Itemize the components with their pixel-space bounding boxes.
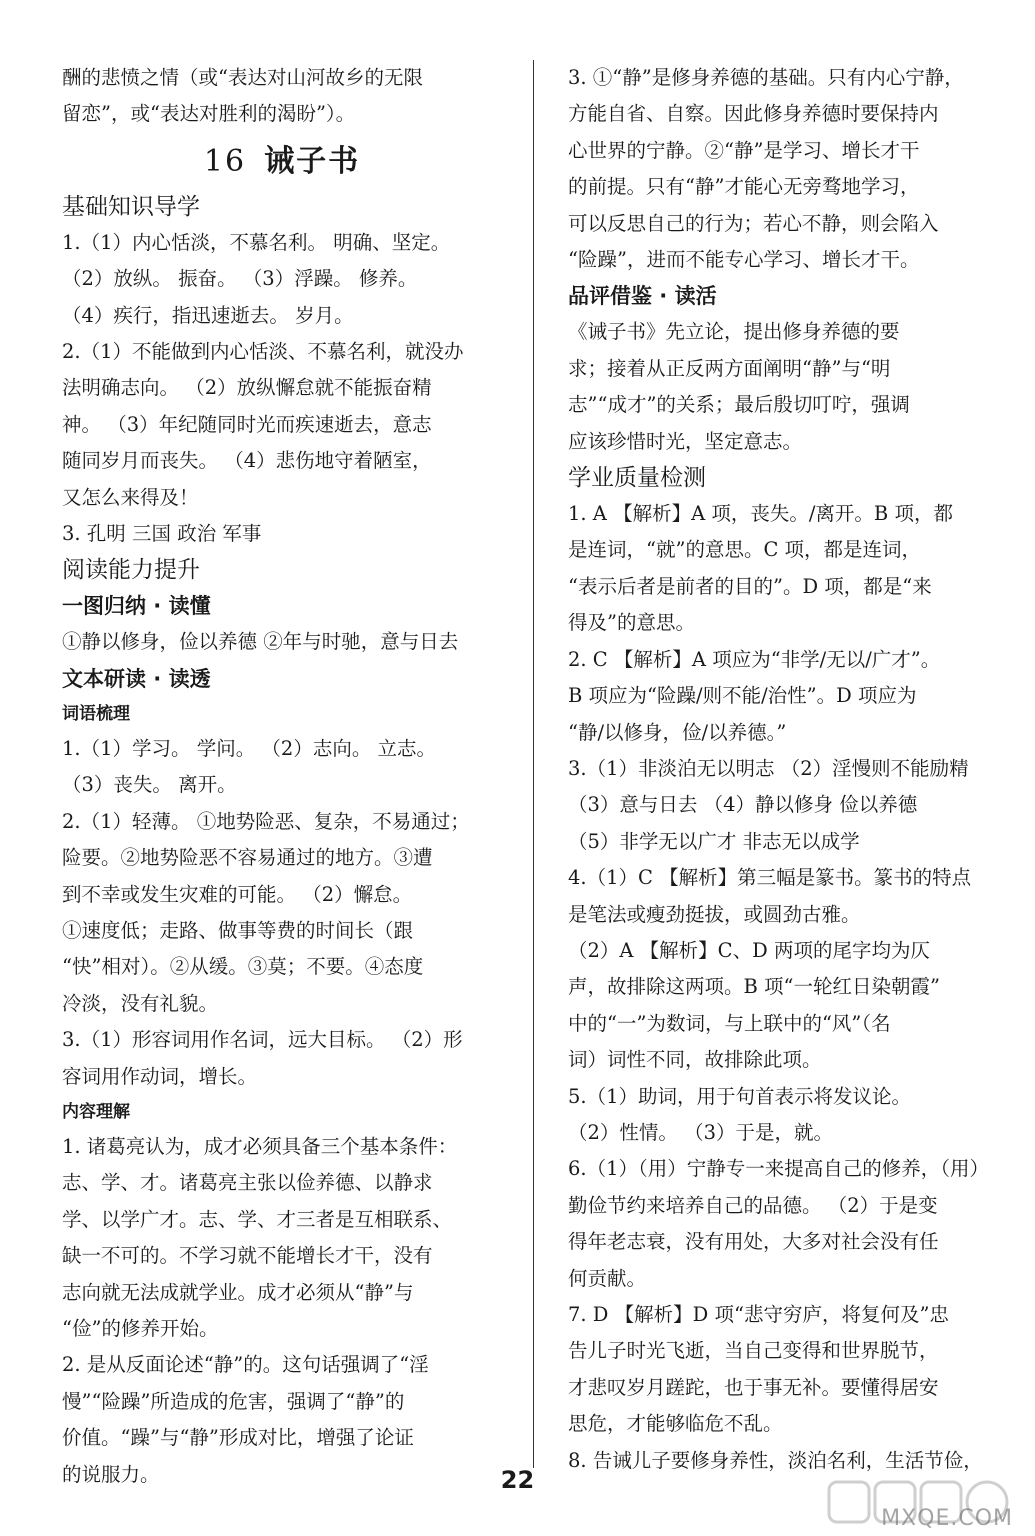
lesson-title-text: 诫子书 xyxy=(264,143,361,179)
page-number: 22 xyxy=(500,1466,535,1494)
text-line: 酬的悲愤之情（或“表达对山河故乡的无限 xyxy=(62,66,423,89)
text-line: “险躁”，进而不能专心学习、增长才干。 xyxy=(568,248,920,272)
text-line: 5.（1）助词，用于句首表示将发议论。 xyxy=(568,1084,912,1108)
text-line: 1. A 【解析】A 项，丧失。/离开。B 项，都 xyxy=(568,502,953,526)
text-line: “快”相对）。②从缓。③莫；不要。④态度 xyxy=(62,955,424,979)
text-line: 是连词，“就”的意思。C 项，都是连词， xyxy=(568,538,922,562)
text-line: 缺一不可的。不学习就不能增长才干，没有 xyxy=(62,1244,433,1268)
text-line: （3）丧失。 离开。 xyxy=(62,773,237,797)
text-line: 才悲叹岁月蹉跎，也于事无补。要懂得居安 xyxy=(568,1375,939,1399)
left-column xyxy=(62,60,502,1493)
text-line: 3. 孔明 三国 政治 军事 xyxy=(62,522,262,546)
text-line: 冷淡，没有礼貌。 xyxy=(62,991,219,1015)
text-line: 何贡献。 xyxy=(568,1266,647,1290)
section-heading: 基础知识导学 xyxy=(62,193,200,220)
text-line: 1.（1）内心恬淡，不慕名利。 明确、坚定。 xyxy=(62,230,451,254)
text-line: 1. 诸葛亮认为，成才必须具备三个基本条件： xyxy=(62,1134,458,1158)
text-line: ①速度低；走路、做事等费的时间长（跟 xyxy=(62,918,414,942)
text-line: “表示后者是前者的目的”。D 项，都是“来 xyxy=(568,574,932,598)
text-line: 3.（1）形容词用作名词，远大目标。 （2）形 xyxy=(62,1028,463,1052)
text-line: 思危，才能够临危不乱。 xyxy=(568,1412,783,1436)
text-line: 的前提。只有“静”才能心无旁骛地学习， xyxy=(568,175,920,199)
text-line: 7. D 【解析】D 项“悲守穷庐，将复何及”忠 xyxy=(568,1303,949,1326)
lesson-title xyxy=(62,135,502,189)
text-line: 方能自省、自察。因此修身养德时要保持内 xyxy=(568,102,939,126)
text-line: （3）意与日去 （4）静以修身 俭以养德 xyxy=(568,793,918,817)
watermark-text: MXQE.COM xyxy=(881,1506,1013,1531)
text-line: 2.（1）不能做到内心恬淡、不慕名利，就没办 xyxy=(62,340,464,364)
text-line: 险要。②地势险恶不容易通过的地方。③遭 xyxy=(62,846,433,870)
text-line: 的说服力。 xyxy=(62,1462,160,1486)
text-line: 到不幸或发生灾难的可能。 （2）懈怠。 xyxy=(62,882,413,906)
text-line: B 项应为“险躁/则不能/治性”。D 项应为 xyxy=(568,684,917,708)
text-line: 神。 （3）年纪随同时光而疾速逝去，意志 xyxy=(62,412,432,436)
text-line: （2）A 【解析】C、D 两项的尾字均为仄 xyxy=(568,938,930,962)
text-line: 中的“一”为数词，与上联中的“风”（名 xyxy=(568,1011,891,1035)
text-line: 4.（1）C 【解析】第三幅是篆书。篆书的特点 xyxy=(568,866,972,890)
text-line: 学、以学广才。志、学、才三者是互相联系、 xyxy=(62,1207,453,1231)
text-line: 慢”“险躁”所造成的危害，强调了“静”的 xyxy=(62,1389,405,1413)
text-line: 志向就无法成就学业。成才必须从“静”与 xyxy=(62,1280,414,1304)
text-line: （4）疾行，指迅速逝去。 岁月。 xyxy=(62,303,354,327)
text-line: 8. 告诫儿子要修身养性，淡泊名利，生活节俭， xyxy=(568,1448,983,1472)
minor-heading: 内容理解 xyxy=(62,1101,130,1122)
text-line: 《诫子书》先立论，提出修身养德的要 xyxy=(568,320,900,344)
text-line: 勤俭节约来培养自己的品德。 （2）于是变 xyxy=(568,1193,938,1217)
text-line: 可以反思自己的行为；若心不静，则会陷入 xyxy=(568,211,939,235)
minor-heading: 词语梳理 xyxy=(62,703,130,724)
text-line: 2. 是从反面论述“静”的。这句话强调了“淫 xyxy=(62,1353,429,1377)
text-line: “静/以修身，俭/以养德。” xyxy=(568,720,787,744)
text-line: 随同岁月而丧失。 （4）悲伤地守着陋室， xyxy=(62,449,432,473)
column-divider xyxy=(533,60,534,1468)
text-line: 2.（1）轻薄。 ①地势险恶、复杂，不易通过； xyxy=(62,809,470,833)
text-line: 价值。“躁”与“静”形成对比，增强了论证 xyxy=(62,1426,414,1450)
subsection-heading: 品评借鉴 · 读活 xyxy=(568,284,717,309)
text-line: 志、学、才。诸葛亮主张以俭养德、以静求 xyxy=(62,1171,433,1195)
text-line: 留恋”，或“表达对胜利的渴盼”）。 xyxy=(62,102,356,126)
text-line: 法明确志向。 （2）放纵懈怠就不能振奋精 xyxy=(62,376,432,400)
text-line: 容词用作动词，增长。 xyxy=(62,1064,258,1088)
text-line: 又怎么来得及！ xyxy=(62,485,199,509)
right-column xyxy=(568,60,1000,1479)
subsection-heading: 文本研读 · 读透 xyxy=(62,666,211,691)
text-line: 3. ①“静”是修身养德的基础。只有内心宁静， xyxy=(568,66,964,89)
lesson-number: 16 xyxy=(203,143,247,179)
text-line: 是笔法或瘦劲挺拔，或圆劲古雅。 xyxy=(568,902,861,926)
text-line: 求；接着从正反两方面阐明“静”与“明 xyxy=(568,356,891,380)
text-line: 1.（1）学习。 学问。 （2）志向。 立志。 xyxy=(62,736,437,760)
text-line: 2. C 【解析】A 项应为“非学/无以/广才”。 xyxy=(568,647,941,671)
section-heading: 学业质量检测 xyxy=(568,465,706,492)
text-line: （2）性情。 （3）于是，就。 xyxy=(568,1120,834,1144)
text-line: （5）非学无以广才 非志无以成学 xyxy=(568,829,860,853)
text-line: （2）放纵。 振奋。 （3）浮躁。 修养。 xyxy=(62,267,418,291)
text-line: 6.（1）（用）宁静专一来提高自己的修养，（用） xyxy=(568,1157,990,1181)
text-line: ①静以修身，俭以养德 ②年与时驰，意与日去 xyxy=(62,630,459,654)
text-line: 3.（1）非淡泊无以明志 （2）淫慢则不能励精 xyxy=(568,756,969,780)
text-line: 得及”的意思。 xyxy=(568,611,695,635)
text-line: 应该珍惜时光，坚定意志。 xyxy=(568,429,803,453)
text-line: 心世界的宁静。②“静”是学习、增长才干 xyxy=(568,138,920,162)
text-line: 词）词性不同，故排除此项。 xyxy=(568,1048,822,1072)
text-line: “俭”的修养开始。 xyxy=(62,1316,219,1340)
text-line: 声，故排除这两项。B 项“一轮红日染朝霞” xyxy=(568,975,940,999)
text-line: 告儿子时光飞逝，当自己变得和世界脱节， xyxy=(568,1339,939,1363)
subsection-heading: 一图归纳 · 读懂 xyxy=(62,594,211,619)
text-line: 得年老志衰，没有用处，大多对社会没有任 xyxy=(568,1230,939,1254)
text-line: 志”“成才”的关系；最后殷切叮咛，强调 xyxy=(568,393,910,417)
section-heading: 阅读能力提升 xyxy=(62,557,200,584)
